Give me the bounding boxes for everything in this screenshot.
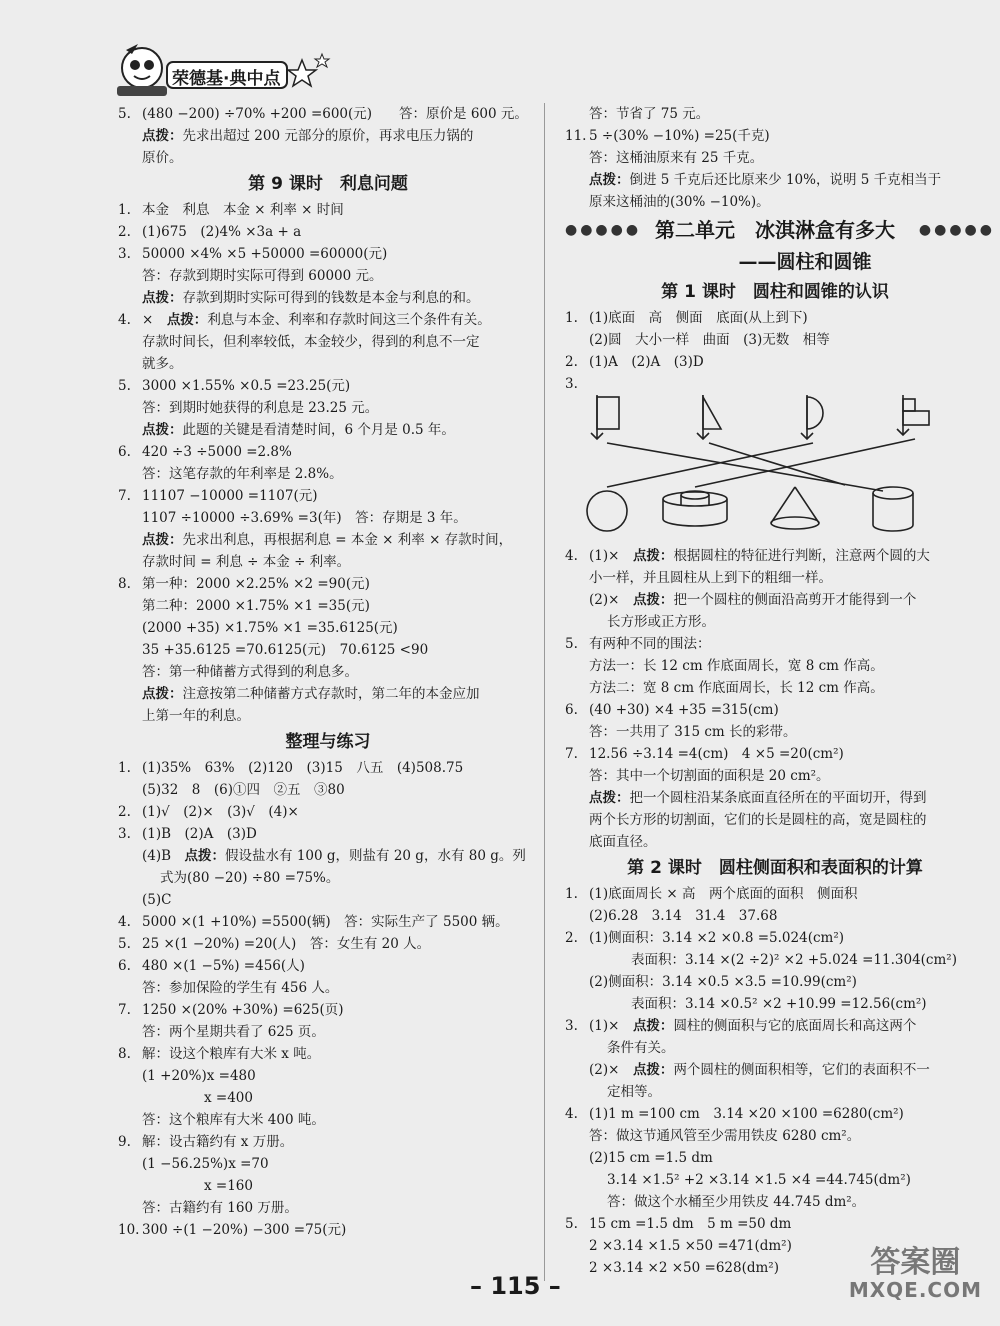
question-number: 2.	[565, 930, 578, 946]
answer-text: (1)35% 63% (2)120 (3)15 八五 (4)508.75	[142, 760, 464, 776]
answer-text: (40 +30) ×4 +35 =315(cm)	[589, 702, 779, 718]
answer-line	[565, 765, 985, 787]
hint-text: 根据圆柱的特征进行判断，注意两个圆的大	[673, 548, 930, 564]
answer-line	[565, 1169, 985, 1191]
answer-text: 答：古籍约有 160 万册。	[142, 1200, 298, 1216]
answer-line	[118, 661, 538, 683]
answer-line	[118, 1065, 538, 1087]
column-divider	[544, 103, 545, 1281]
answer-line	[565, 721, 985, 743]
answer-line	[118, 199, 538, 221]
answer-line	[118, 125, 538, 147]
hint-text: 把一个圆柱的侧面沿高剪开才能得到一个	[673, 592, 917, 608]
answer-line	[565, 191, 985, 213]
answer-line	[118, 265, 538, 287]
question-number: 3.	[118, 826, 131, 842]
answer-line	[118, 823, 538, 845]
question-number: 2.	[118, 804, 131, 820]
answer-text: 先求出超过 200 元部分的原价，再求电压力锅的	[182, 128, 474, 144]
answer-line	[565, 307, 985, 329]
answer-text: 答：这个粮库有大米 400 吨。	[142, 1112, 325, 1128]
answer-text: (1)1 m =100 cm 3.14 ×20 ×100 =6280(cm²)	[589, 1106, 904, 1122]
answer-text: 本金 利息 本金 × 利率 × 时间	[142, 202, 344, 218]
answer-line	[565, 1213, 985, 1235]
answer-line	[118, 1197, 538, 1219]
cone-solid	[771, 487, 819, 529]
answer-text: 存款时间长，但利率较低，本金较少，得到的利息不一定	[142, 334, 480, 350]
hint-label: 点拨：	[632, 548, 674, 564]
hint-label: 点拨：	[142, 532, 183, 548]
answer-text: 11107 −10000 =1107(元)	[142, 488, 318, 504]
question-number: 9.	[118, 1134, 131, 1150]
answer-text: 答：到期时她获得的利息是 23.25 元。	[142, 400, 379, 416]
answer-text: 300 ÷(1 −20%) −300 =75(元)	[142, 1222, 347, 1238]
sphere-solid	[587, 491, 627, 531]
answer-text: (1)底面 高 侧面 底面(从上到下)	[589, 310, 808, 326]
answer-line	[565, 147, 985, 169]
answer-line	[118, 1087, 538, 1109]
answer-text: 解：设这个粮库有大米 x 吨。	[142, 1046, 321, 1062]
question-number: 5.	[118, 106, 131, 122]
watermark-url: MXQE.COM	[848, 1278, 982, 1302]
answer-text: 存款时间 = 利息 ÷ 本金 ÷ 利率。	[142, 554, 351, 570]
right-column-part-c	[565, 545, 985, 1279]
answer-text: 小一样，并且圆柱从上到下的粗细一样。	[589, 570, 832, 586]
answer-text: (2)侧面积：3.14 ×0.5 ×3.5 =10.99(cm²)	[589, 974, 857, 990]
answer-text: (1)底面周长 × 高 两个底面的面积 侧面积	[589, 886, 858, 902]
answer-text: (2000 +35) ×1.75% ×1 =35.6125(元)	[142, 620, 398, 636]
answer-text: (2)×	[589, 592, 633, 608]
answer-line	[118, 845, 538, 867]
question-number: 8.	[118, 576, 131, 592]
answer-line	[565, 567, 985, 589]
question-number: 1.	[565, 310, 578, 326]
section-heading: 整理与练习	[285, 732, 371, 752]
answer-text: 答：一共用了 315 cm 长的彩带。	[589, 724, 797, 740]
answer-line	[118, 353, 538, 375]
answer-text: (2)圆 大小一样 曲面 (3)无数 相等	[589, 332, 830, 348]
answer-line	[565, 329, 985, 351]
answer-text: 倒进 5 千克后还比原来少 10%，说明 5 千克相当于	[629, 172, 942, 188]
answer-text: 先求出利息，再根据利息 = 本金 × 利率 × 存款时间，	[182, 532, 513, 548]
page-number: – 115 –	[470, 1272, 561, 1300]
question-number: 4.	[118, 914, 131, 930]
answer-line	[118, 441, 538, 463]
question-number: 1.	[118, 202, 131, 218]
answer-line	[118, 375, 538, 397]
answer-text: (1)675 (2)4% ×3a + a	[142, 224, 302, 240]
answer-text: (1)×	[589, 548, 633, 564]
section-heading: 第 9 课时 利息问题	[248, 174, 408, 194]
answer-line	[118, 911, 538, 933]
answer-line	[118, 1219, 538, 1241]
question-number: 6.	[118, 444, 131, 460]
answer-line	[565, 373, 985, 395]
answer-line	[118, 529, 538, 551]
hint-label: 点拨：	[184, 848, 226, 864]
answer-text: 表面积：3.14 ×(2 ÷2)² ×2 +5.024 =11.304(cm²)	[631, 952, 957, 968]
answer-text: (2)×	[589, 1062, 633, 1078]
answer-text: (4)B	[142, 848, 185, 864]
semicircle-rotation-icon	[801, 395, 823, 439]
answer-text: 5000 ×(1 +10%) =5500(辆) 答：实际生产了 5500 辆。	[142, 914, 509, 930]
answer-text: 答：存款到期时实际可得到 60000 元。	[142, 268, 383, 284]
answer-line	[118, 933, 538, 955]
hint-label: 点拨：	[632, 1018, 674, 1034]
answer-line	[118, 221, 538, 243]
answer-line	[565, 743, 985, 765]
answer-text: 两个长方形的切割面，它们的长是圆柱的高，宽是圆柱的	[589, 812, 927, 828]
answer-line	[565, 103, 985, 125]
answer-text: 答：第一种储蓄方式得到的利息多。	[142, 664, 358, 680]
answer-line	[565, 1125, 985, 1147]
brand-name: 荣德基·典中点	[172, 69, 281, 89]
answer-line	[565, 809, 985, 831]
answer-text: 50000 ×4% ×5 +50000 =60000(元)	[142, 246, 388, 262]
answer-text: 定相等。	[607, 1084, 661, 1100]
answer-line	[565, 655, 985, 677]
answer-line	[118, 331, 538, 353]
answer-text: (1)√ (2)× (3)√ (4)×	[142, 804, 299, 820]
answer-text: 方法二：宽 8 cm 作底面周长，长 12 cm 作高。	[589, 680, 884, 696]
question-number: 5.	[118, 378, 131, 394]
question-number: 5.	[118, 936, 131, 952]
question-number: 2.	[118, 224, 131, 240]
answer-line	[565, 971, 985, 993]
answer-text: (1 +20%)x =480	[142, 1068, 256, 1084]
question-number: 8.	[118, 1046, 131, 1062]
answer-text: (2)15 cm =1.5 dm	[589, 1150, 713, 1166]
right-column	[565, 103, 995, 1279]
answer-line	[118, 867, 538, 889]
question-number: 5.	[565, 636, 578, 652]
section-heading: 第 1 课时 圆柱和圆锥的认识	[661, 282, 889, 302]
answer-text: 答：其中一个切割面的面积是 20 cm²。	[589, 768, 830, 784]
answer-line	[118, 573, 538, 595]
answer-text: 答：两个星期共看了 625 页。	[142, 1024, 325, 1040]
answer-line	[565, 633, 985, 655]
answer-line	[565, 883, 985, 905]
brand-logo	[112, 40, 342, 102]
answer-line	[118, 977, 538, 999]
answer-text: (1 −56.25%)x =70	[142, 1156, 269, 1172]
answer-line	[565, 1037, 985, 1059]
answer-text: 1107 ÷10000 ÷3.69% =3(年) 答：存期是 3 年。	[142, 510, 467, 526]
answer-line	[565, 125, 985, 147]
answer-line	[565, 949, 985, 971]
answer-text: 35 +35.6125 =70.6125(元) 70.6125 <90	[142, 642, 429, 658]
answer-text: (1)侧面积：3.14 ×2 ×0.8 =5.024(cm²)	[589, 930, 845, 946]
hint-text: 假设盐水有 100 g，则盐有 20 g，水有 80 g。列	[225, 848, 526, 864]
rectangle-rotation-icon	[591, 395, 619, 439]
answer-text: 把一个圆柱沿某条底面直径所在的平面切开，得到	[629, 790, 927, 806]
answer-text: 就多。	[142, 356, 183, 372]
decor-dots-right: ●●●●●	[918, 222, 995, 238]
question-number: 3.	[565, 1018, 578, 1034]
watermark	[848, 1245, 982, 1302]
answer-text: (2)6.28 3.14 31.4 37.68	[589, 908, 778, 924]
answer-line	[565, 1015, 985, 1037]
question-number: 4.	[565, 548, 578, 564]
answer-line	[118, 1043, 538, 1065]
answer-line	[565, 927, 985, 949]
answer-text: 答：做这节通风管至少需用铁皮 6280 cm²。	[589, 1128, 861, 1144]
composite-rotation-icon	[897, 395, 929, 435]
answer-text: 答：节省了 75 元。	[589, 106, 710, 122]
answer-text: 原来这桶油的(30% −10%)。	[589, 194, 770, 210]
decor-dots-left: ●●●●●	[565, 222, 642, 238]
answer-text: 存款到期时实际可得到的钱数是本金与利息的和。	[182, 290, 480, 306]
answer-line	[118, 1109, 538, 1131]
answer-text: 5 ÷(30% −10%) =25(千克)	[589, 128, 770, 144]
answer-line	[118, 801, 538, 823]
answer-text: 2 ×3.14 ×1.5 ×50 =471(dm²)	[589, 1238, 792, 1254]
answer-line	[118, 1175, 538, 1197]
answer-text: 长方形或正方形。	[607, 614, 715, 630]
hint-text: 圆柱的侧面积与它的底面周长和高这两个	[673, 1018, 917, 1034]
shape-matching-diagram	[585, 395, 985, 545]
cylinder-solid	[873, 487, 913, 531]
answer-line	[118, 103, 538, 125]
answer-line	[118, 309, 538, 331]
answer-line	[118, 955, 538, 977]
hint-label: 点拨：	[142, 290, 183, 306]
unit-title	[565, 213, 995, 247]
answer-text: 上第一年的利息。	[142, 708, 250, 724]
stepped-cylinder-solid	[663, 491, 727, 526]
question-number: 1.	[118, 760, 131, 776]
answer-text: 1250 ×(20% +30%) =625(页)	[142, 1002, 344, 1018]
answer-line	[565, 831, 985, 853]
answer-line	[118, 999, 538, 1021]
answer-line	[118, 1021, 538, 1043]
triangle-rotation-icon	[697, 395, 721, 439]
question-number: 7.	[565, 746, 578, 762]
answer-line	[565, 589, 985, 611]
answer-line	[565, 1059, 985, 1081]
answer-text: x =160	[204, 1178, 253, 1194]
answer-text: 480 ×(1 −5%) =456(人)	[142, 958, 305, 974]
right-column-part-a	[565, 103, 985, 213]
hint-label: 点拨：	[142, 422, 183, 438]
answer-text: 表面积：3.14 ×0.5² ×2 +10.99 =12.56(cm²)	[631, 996, 927, 1012]
question-number: 7.	[118, 488, 131, 504]
answer-line	[565, 993, 985, 1015]
hint-label: 点拨：	[589, 790, 630, 806]
answer-line	[118, 287, 538, 309]
answer-line	[565, 677, 985, 699]
answer-text: 解：设古籍约有 x 万册。	[142, 1134, 294, 1150]
answer-text: 第一种：2000 ×2.25% ×2 =90(元)	[142, 576, 370, 592]
hint-label: 点拨：	[589, 172, 630, 188]
answer-text: 答：做这个水桶至少用铁皮 44.745 dm²。	[607, 1194, 866, 1210]
answer-line	[565, 1081, 985, 1103]
hint-label: 点拨：	[142, 128, 183, 144]
unit-subtitle: ——圆柱和圆锥	[738, 251, 872, 273]
hint-label: 点拨：	[142, 686, 183, 702]
answer-line	[565, 611, 985, 633]
answer-text: 此题的关键是看清楚时间，6 个月是 0.5 年。	[182, 422, 455, 438]
answer-line	[118, 243, 538, 265]
answer-line	[565, 1147, 985, 1169]
answer-text: 有两种不同的围法：	[589, 636, 711, 652]
answer-text: 25 ×(1 −20%) =20(人) 答：女生有 20 人。	[142, 936, 431, 952]
answer-line	[118, 1131, 538, 1153]
answer-text: (1)A (2)A (3)D	[589, 354, 704, 370]
answer-line	[118, 683, 538, 705]
answer-text: 12.56 ÷3.14 =4(cm) 4 ×5 =20(cm²)	[589, 746, 844, 762]
answer-text: 答：这笔存款的年利率是 2.8%。	[142, 466, 343, 482]
question-number: 6.	[118, 958, 131, 974]
hint-label: 点拨：	[632, 592, 674, 608]
answer-line	[118, 485, 538, 507]
answer-text: (5)32 8 (6)①四 ②五 ③80	[142, 782, 345, 798]
answer-line	[565, 351, 985, 373]
answer-line	[118, 397, 538, 419]
answer-line	[118, 463, 538, 485]
left-column	[118, 103, 538, 1241]
question-number: 6.	[565, 702, 578, 718]
question-number: 7.	[118, 1002, 131, 1018]
answer-text: ×	[142, 312, 167, 328]
answer-line	[118, 147, 538, 169]
answer-text: (480 −200) ÷70% +200 =600(元) 答：原价是 600 元。	[142, 106, 528, 122]
answer-text: 式为(80 −20) ÷80 =75%。	[160, 870, 340, 886]
answer-line	[118, 779, 538, 801]
question-number: 4.	[565, 1106, 578, 1122]
answer-line	[118, 1153, 538, 1175]
answer-text: 答：这桶油原来有 25 千克。	[589, 150, 764, 166]
answer-text: 条件有关。	[607, 1040, 675, 1056]
answer-line	[565, 699, 985, 721]
answer-text: 15 cm =1.5 dm 5 m =50 dm	[589, 1216, 792, 1232]
answer-line	[565, 787, 985, 809]
question-number: 3.	[565, 376, 578, 392]
unit-title-text: 第二单元 冰淇淋盒有多大	[655, 218, 895, 242]
answer-line	[118, 639, 538, 661]
hint-label: 点拨：	[166, 312, 208, 328]
answer-line	[565, 169, 985, 191]
answer-line	[118, 507, 538, 529]
answer-text: (1)B (2)A (3)D	[142, 826, 257, 842]
question-number: 4.	[118, 312, 131, 328]
hint-label: 点拨：	[632, 1062, 674, 1078]
answer-text: (1)×	[589, 1018, 633, 1034]
answer-line	[118, 419, 538, 441]
answer-line	[118, 705, 538, 727]
answer-line	[565, 545, 985, 567]
answer-text: (5)C	[142, 892, 172, 908]
answer-text: 答：参加保险的学生有 456 人。	[142, 980, 339, 996]
answer-line	[565, 905, 985, 927]
answer-text: 方法一：长 12 cm 作底面周长，宽 8 cm 作高。	[589, 658, 884, 674]
answer-line	[118, 617, 538, 639]
answer-text: 注意按第二种储蓄方式存款时，第二年的本金应加	[182, 686, 480, 702]
answer-text: 原价。	[142, 150, 183, 166]
answer-text: 底面直径。	[589, 834, 657, 850]
answer-text: x =400	[204, 1090, 253, 1106]
watermark-title: 答案圈	[870, 1245, 961, 1280]
answer-text: 3.14 ×1.5² +2 ×3.14 ×1.5 ×4 =44.745(dm²)	[607, 1172, 911, 1188]
answer-line	[118, 595, 538, 617]
question-number: 5.	[565, 1216, 578, 1232]
answer-text: 420 ÷3 ÷5000 =2.8%	[142, 444, 292, 460]
answer-line	[118, 551, 538, 573]
answer-line	[565, 1103, 985, 1125]
question-number: 11.	[565, 128, 587, 144]
section-heading: 第 2 课时 圆柱侧面积和表面积的计算	[627, 858, 923, 878]
answer-line	[118, 757, 538, 779]
matching-figure	[585, 395, 985, 545]
match-line	[695, 439, 915, 487]
answer-text: 2 ×3.14 ×2 ×50 =628(dm²)	[589, 1260, 779, 1276]
question-number: 10.	[118, 1222, 140, 1238]
answer-text: 第二种：2000 ×1.75% ×1 =35(元)	[142, 598, 370, 614]
answer-line	[118, 889, 538, 911]
answer-text: 3000 ×1.55% ×0.5 =23.25(元)	[142, 378, 351, 394]
question-number: 2.	[565, 354, 578, 370]
question-number: 1.	[565, 886, 578, 902]
answer-line	[565, 1191, 985, 1213]
hint-text: 两个圆柱的侧面积相等，它们的表面积不一	[673, 1062, 930, 1078]
question-number: 3.	[118, 246, 131, 262]
right-column-part-b	[565, 279, 985, 395]
hint-text: 利息与本金、利率和存款时间这三个条件有关。	[207, 312, 491, 328]
